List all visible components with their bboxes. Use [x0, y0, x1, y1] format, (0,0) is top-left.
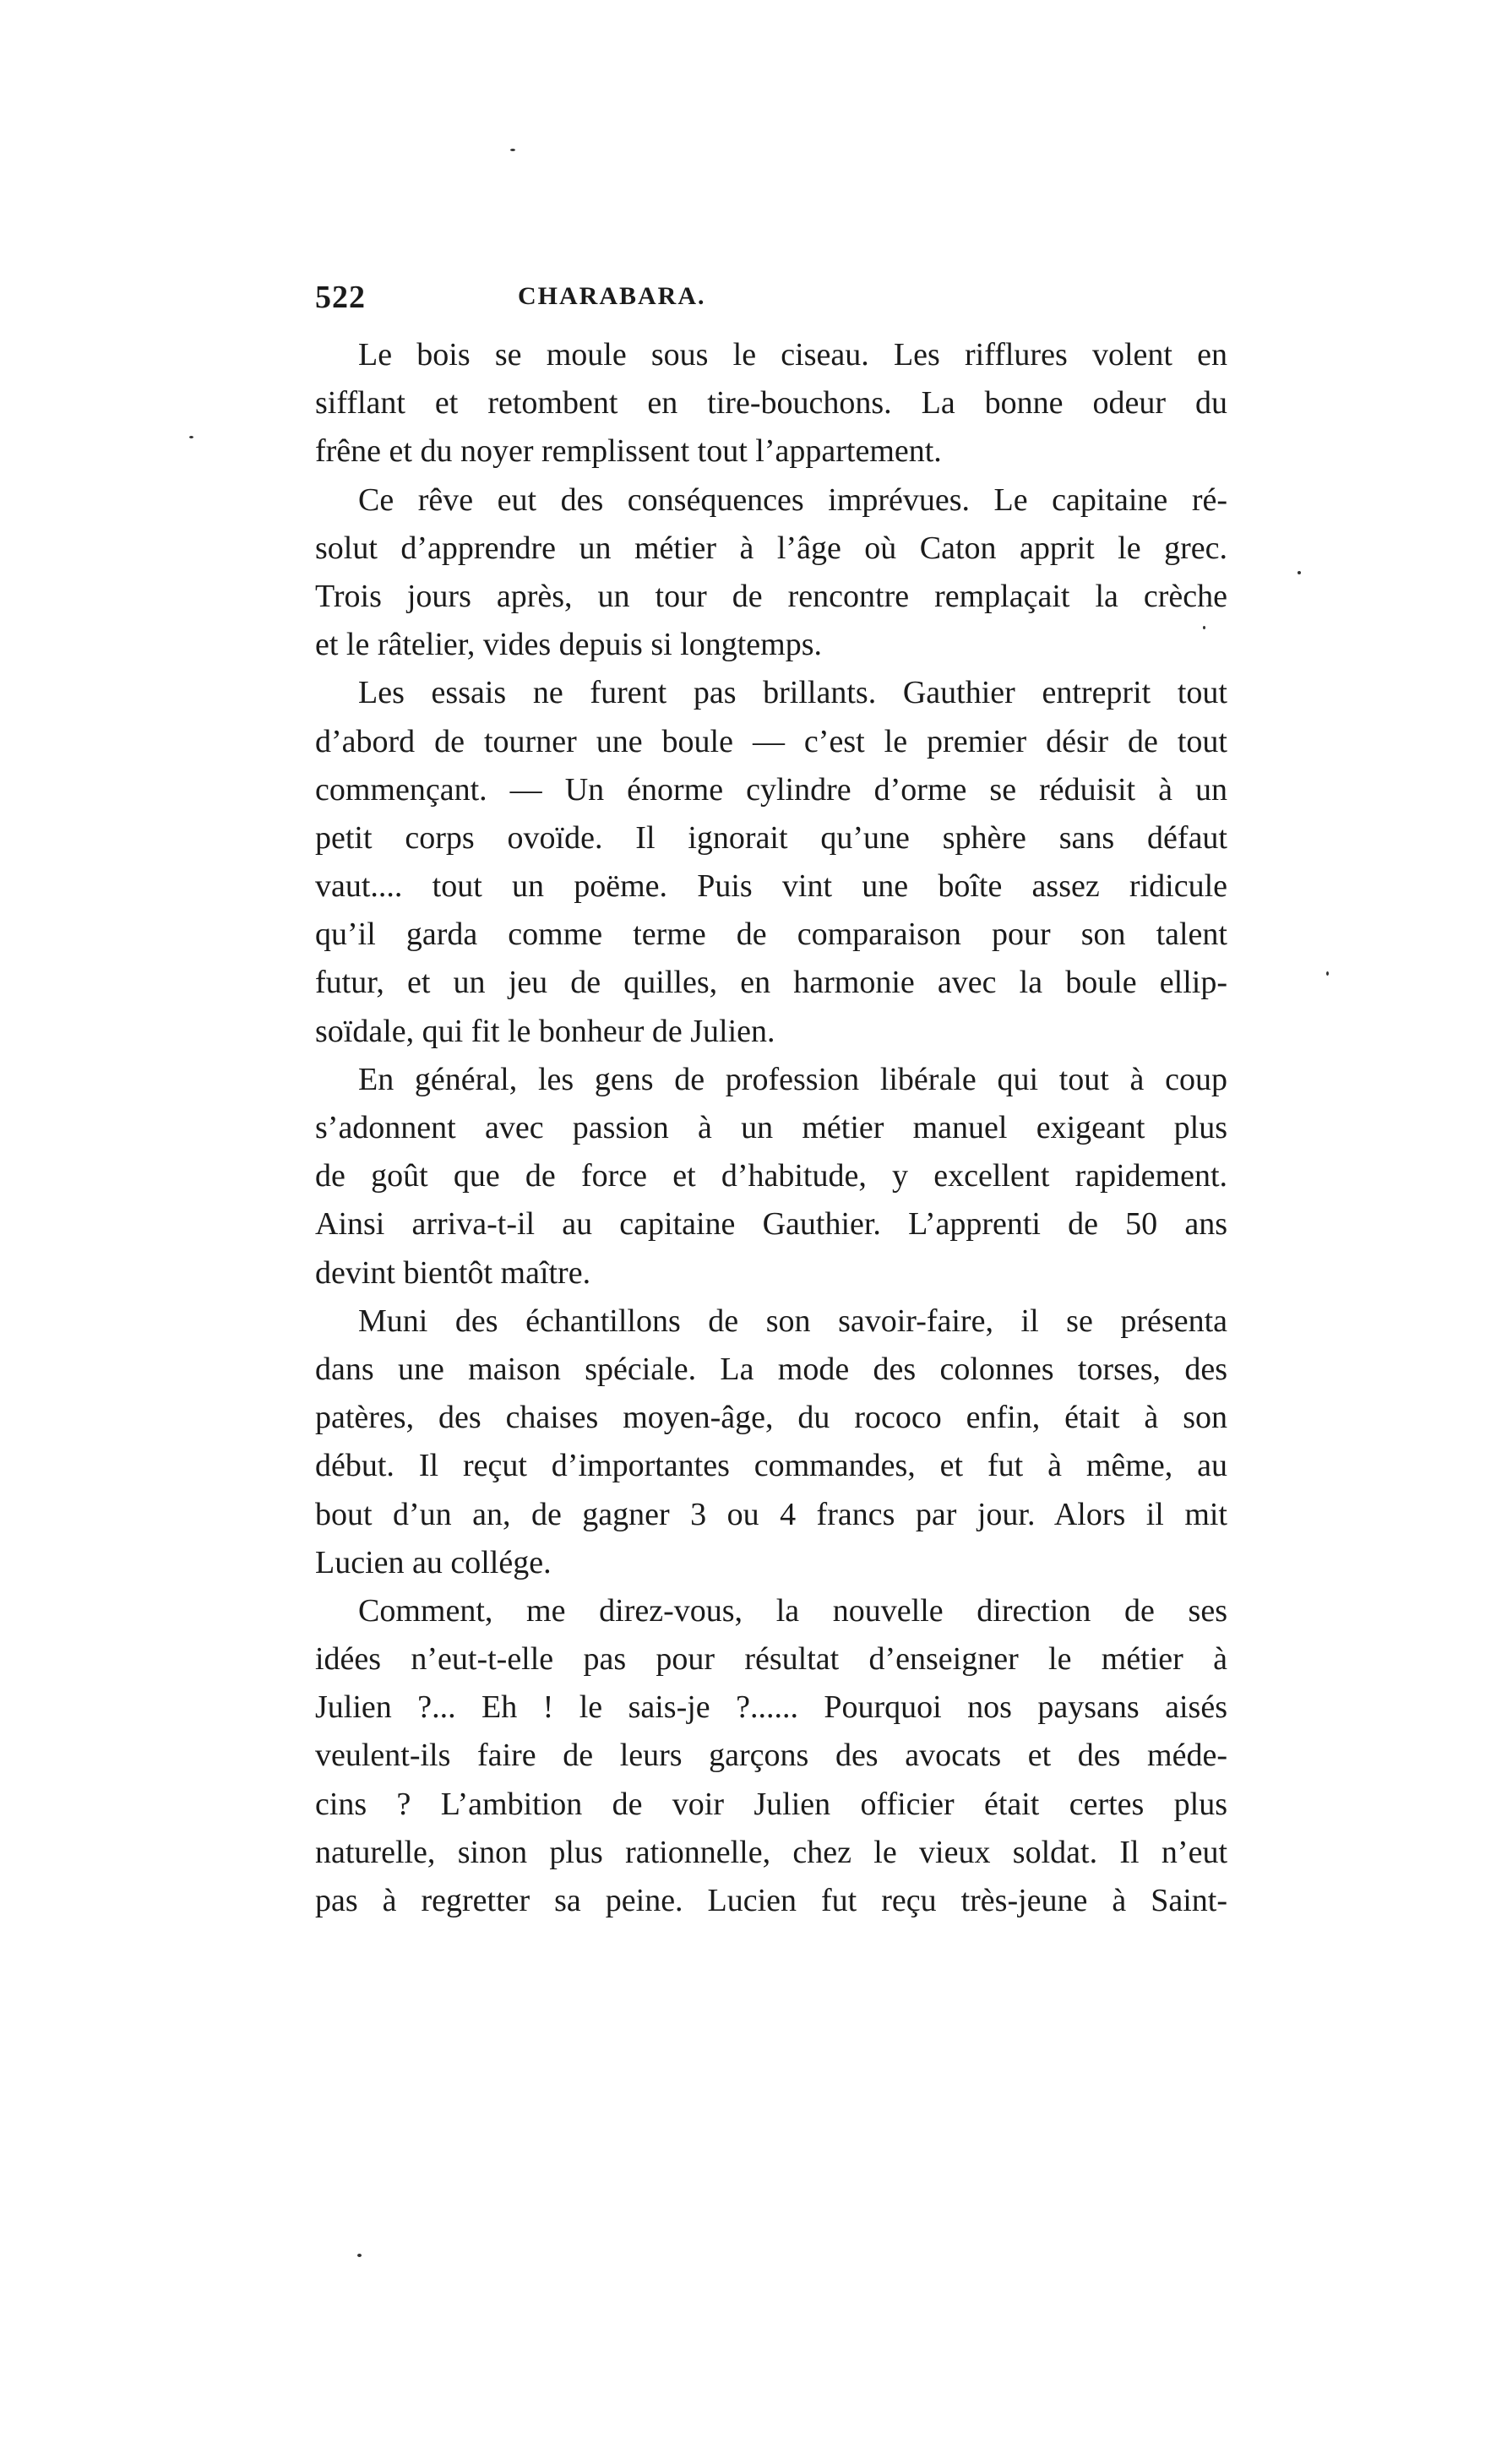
text-line: d’abord de tourner une boule — c’est le premier désir de tout: [315, 723, 1227, 759]
text-line: Les essais ne furent pas brillants. Gauthier entreprit tout: [358, 675, 1227, 711]
scan-speck: [1326, 971, 1329, 976]
scan-speck: [1298, 571, 1301, 574]
text-line: de goût que de force et d’habitude, y excellent rapidement.: [315, 1158, 1227, 1194]
text-line: Ainsi arriva-t-il au capitaine Gauthier. L’apprenti de 50 ans: [315, 1206, 1227, 1243]
text-line: devint bientôt maître.: [315, 1254, 591, 1291]
page-number: 522: [315, 280, 366, 315]
text-line: vaut.... tout un poëme. Puis vint une boîte assez ridicule: [315, 868, 1227, 905]
text-line: Julien ?... Eh ! le sais-je ?...... Pourquoi nos paysans aisés: [315, 1689, 1227, 1726]
text-line: sifflant et retombent en tire-bouchons. La bonne odeur du: [315, 385, 1227, 422]
text-line: pas à regretter sa peine. Lucien fut reçu très-jeune à Saint-: [315, 1883, 1227, 1918]
text-line: Trois jours après, un tour de rencontre remplaçait la crèche: [315, 578, 1227, 614]
text-line: veulent-ils faire de leurs garçons des avocats et des méde-: [315, 1738, 1227, 1774]
body-text: [315, 331, 1227, 1925]
text-line: En général, les gens de profession libérale qui tout à coup: [358, 1061, 1227, 1097]
text-line: bout d’un an, de gagner 3 ou 4 francs par jour. Alors il mit: [315, 1496, 1227, 1532]
text-line: soïdale, qui fit le bonheur de Julien.: [315, 1013, 775, 1049]
text-line: Le bois se moule sous le ciseau. Les rifflures volent en: [358, 337, 1227, 373]
scan-speck: [189, 436, 193, 438]
text-line: solut d’apprendre un métier à l’âge où Caton apprit le grec.: [315, 530, 1227, 566]
text-line: Ce rêve eut des conséquences imprévues. Le capitaine ré-: [358, 481, 1227, 518]
text-line: idées n’eut-t-elle pas pour résultat d’enseigner le métier à: [315, 1641, 1227, 1678]
text-line: et le râtelier, vides depuis si longtemps.: [315, 627, 823, 663]
page-header: [315, 279, 1227, 321]
text-line: naturelle, sinon plus rationnelle, chez le vieux soldat. Il n’eut: [315, 1834, 1227, 1870]
text-line: Lucien au collége.: [315, 1544, 552, 1580]
text-line: petit corps ovoïde. Il ignorait qu’une sphère sans défaut: [315, 819, 1227, 856]
running-title: CHARABARA.: [518, 282, 706, 310]
text-line: début. Il reçut d’importantes commandes, et fut à même, au: [315, 1448, 1227, 1484]
text-line: commençant. — Un énorme cylindre d’orme se réduisit à un: [315, 771, 1227, 808]
text-line: dans une maison spéciale. La mode des colonnes torses, des: [315, 1351, 1227, 1387]
text-line: qu’il garda comme terme de comparaison pour son talent: [315, 917, 1227, 953]
text-line: s’adonnent avec passion à un métier manuel exigeant plus: [315, 1110, 1227, 1145]
text-line: cins ? L’ambition de voir Julien officier était certes plus: [315, 1786, 1227, 1822]
scan-speck: [1203, 626, 1205, 629]
text-line: frêne et du noyer remplissent tout l’appartement.: [315, 433, 942, 470]
text-line: Comment, me direz-vous, la nouvelle direction de ses: [358, 1592, 1227, 1629]
text-line: futur, et un jeu de quilles, en harmonie avec la boule ellip-: [315, 965, 1227, 1001]
scan-speck: [357, 2254, 362, 2257]
text-line: patères, des chaises moyen-âge, du rococo enfin, était à son: [315, 1400, 1227, 1436]
scan-speck: [510, 149, 515, 151]
text-line: Muni des échantillons de son savoir-faire, il se présenta: [358, 1303, 1227, 1339]
